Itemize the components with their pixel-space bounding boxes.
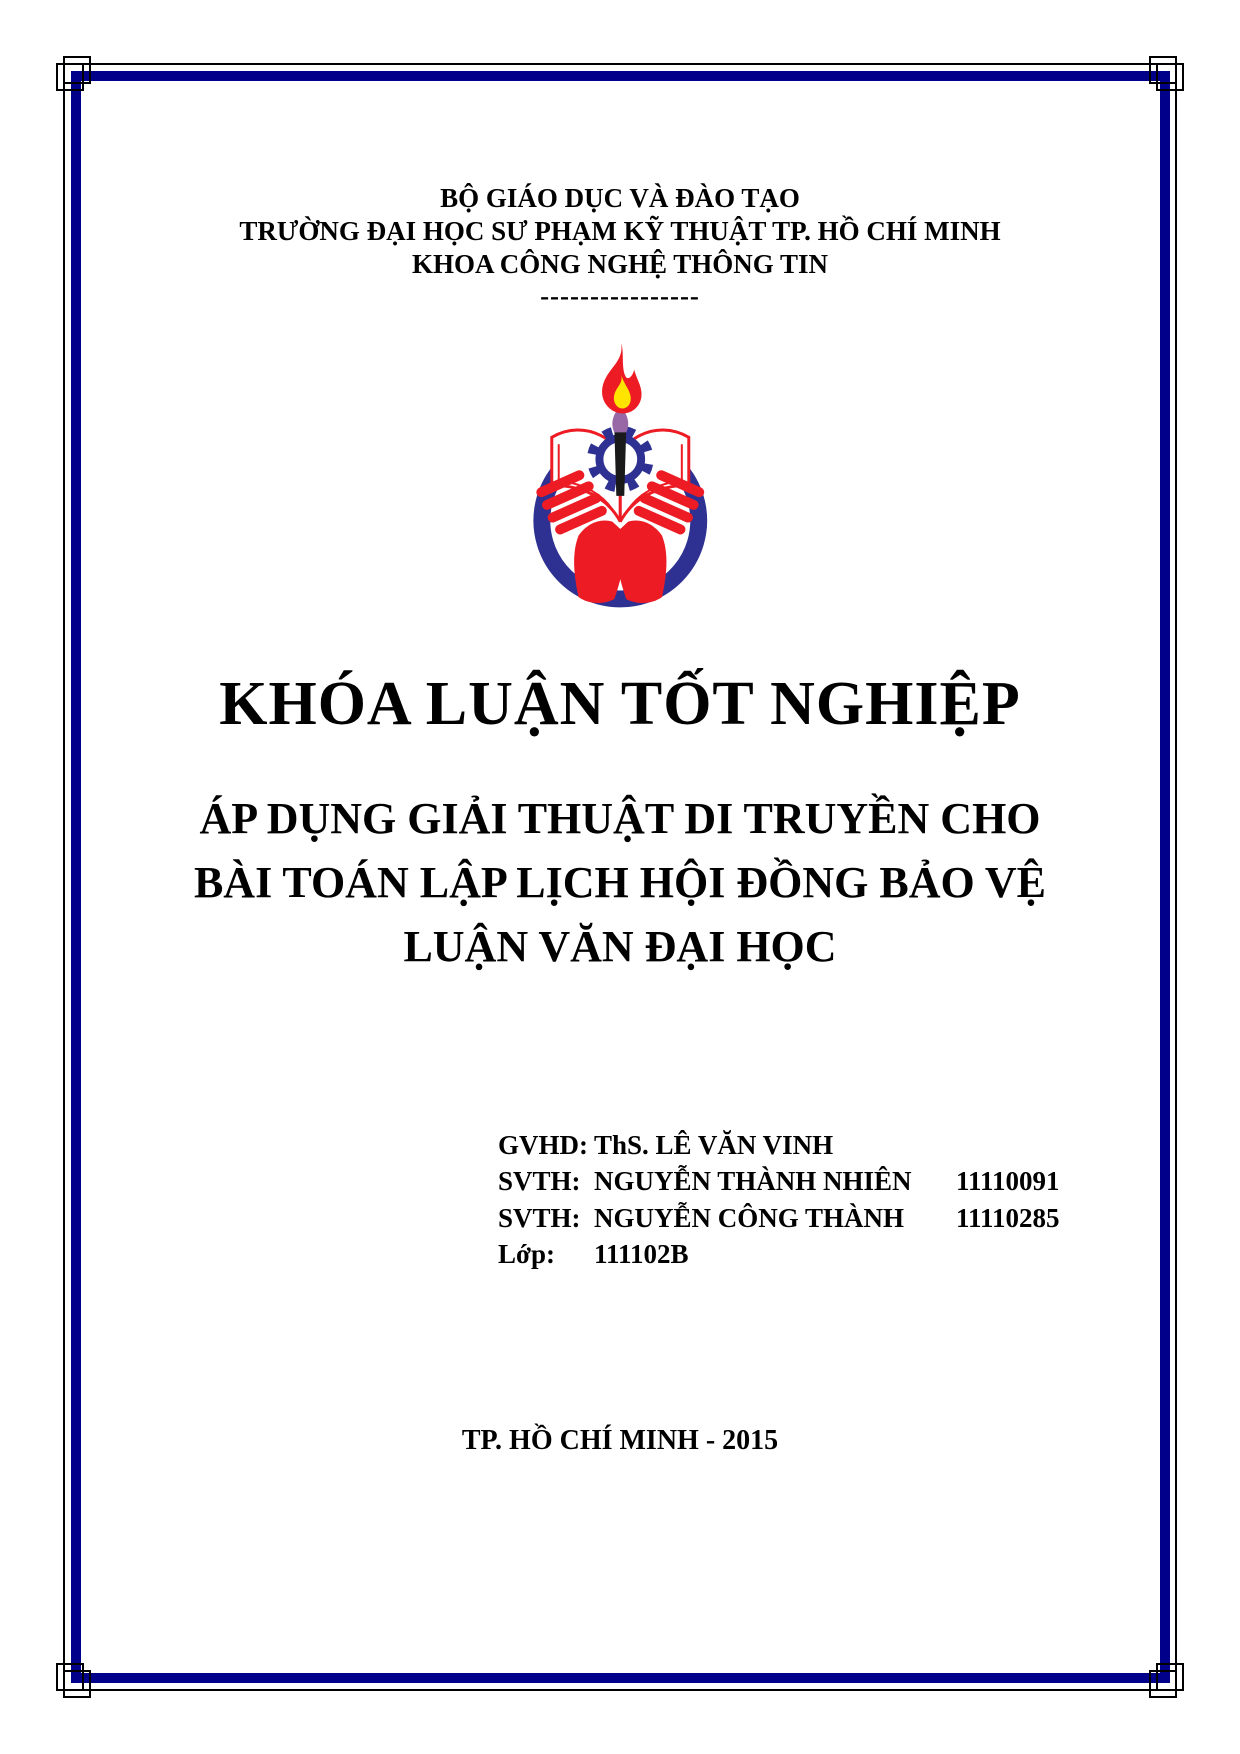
advisor-id	[956, 1127, 1060, 1163]
info-row-student-1	[498, 1163, 1060, 1199]
advisor-label: GVHD:	[498, 1130, 588, 1161]
student-id: 11110285	[956, 1202, 1060, 1233]
border-corner-square	[1156, 1663, 1184, 1691]
flame-icon	[602, 343, 641, 413]
info-row-advisor	[498, 1127, 1060, 1163]
student-name: NGUYỄN THÀNH NHIÊN	[594, 1166, 912, 1197]
cover-page-content	[90, 90, 1150, 1664]
border-corner-square	[56, 1663, 84, 1691]
institution-header	[90, 182, 1150, 311]
class-id	[956, 1236, 1060, 1272]
thesis-topic-line: LUẬN VĂN ĐẠI HỌC	[403, 922, 837, 972]
thesis-topic-line: ÁP DỤNG GIẢI THUẬT DI TRUYỀN CHO	[199, 793, 1041, 843]
class-value: 111102B	[594, 1238, 689, 1269]
university-logo	[90, 337, 1150, 617]
border-corner-square	[1156, 63, 1184, 91]
place-and-year: TP. HỒ CHÍ MINH - 2015	[461, 1425, 779, 1456]
thesis-topic-line: BÀI TOÁN LẬP LỊCH HỘI ĐỒNG BẢO VỆ	[193, 857, 1047, 907]
university-name: TRƯỜNG ĐẠI HỌC SƯ PHẠM KỸ THUẬT TP. HỒ CHÍ MINH	[239, 216, 1001, 247]
ministry-name: BỘ GIÁO DỤC VÀ ĐÀO TẠO	[440, 183, 800, 213]
advisor-name: ThS. LÊ VĂN VINH	[594, 1130, 834, 1161]
class-label: Lớp:	[498, 1238, 555, 1269]
border-corner-square	[1149, 1670, 1177, 1698]
border-corner-square	[56, 63, 84, 91]
student-label: SVTH:	[498, 1166, 581, 1197]
dashed-divider: ----------------	[540, 280, 700, 311]
hcmute-logo-graphic	[521, 337, 720, 615]
border-corner-square	[1149, 56, 1177, 84]
student-label: SVTH:	[498, 1202, 581, 1233]
border-corner-square	[63, 1670, 91, 1698]
document-title: KHÓA LUẬN TỐT NGHIỆP	[219, 670, 1021, 739]
info-row-class	[498, 1236, 1060, 1272]
student-id: 11110091	[956, 1166, 1060, 1197]
border-corner-square	[63, 56, 91, 84]
advisor-student-info	[498, 1127, 1060, 1272]
student-name: NGUYỄN CÔNG THÀNH	[594, 1202, 905, 1233]
thesis-topic-title	[90, 787, 1150, 980]
info-row-student-2	[498, 1200, 1060, 1236]
faculty-name: KHOA CÔNG NGHỆ THÔNG TIN	[411, 249, 829, 280]
